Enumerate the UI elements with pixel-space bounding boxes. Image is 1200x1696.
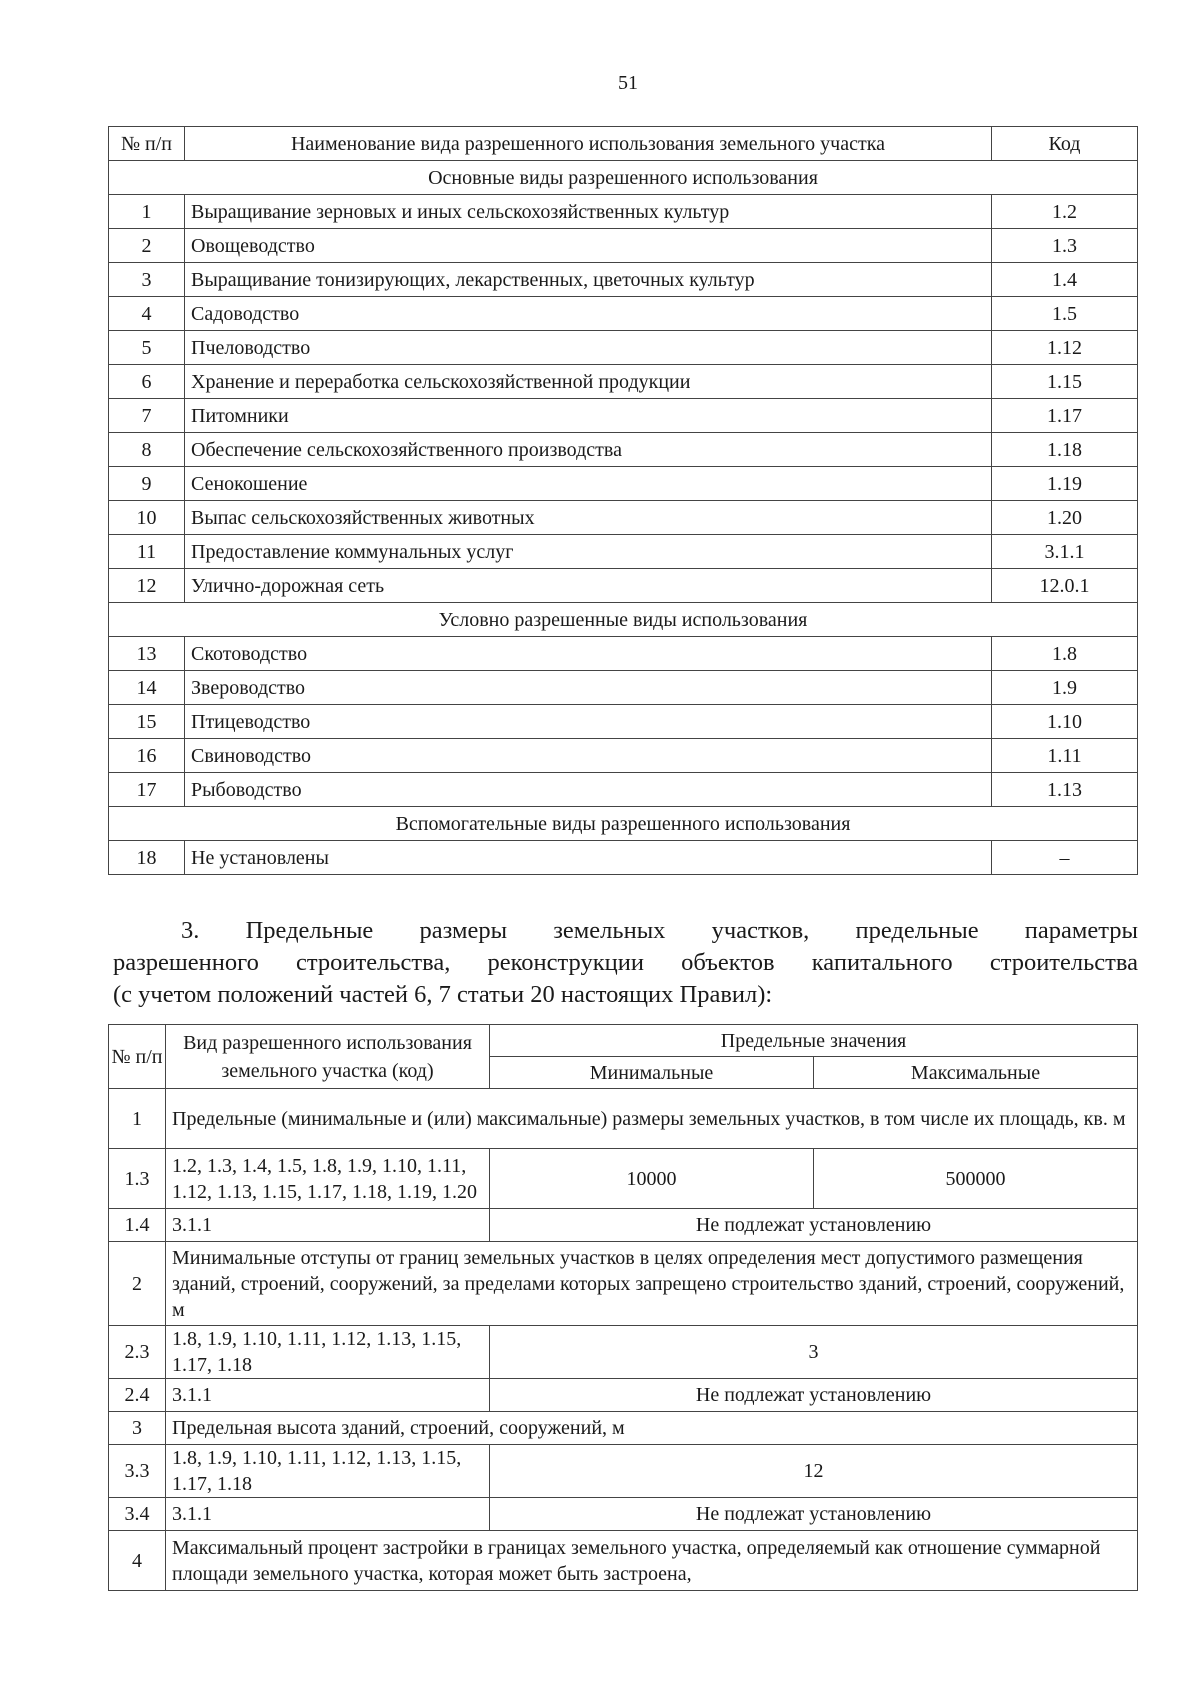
table-row	[109, 671, 1138, 705]
row-name: Предоставление коммунальных услуг	[185, 535, 992, 569]
table-row	[109, 365, 1138, 399]
row-num: 4	[109, 297, 185, 331]
row-num: 5	[109, 331, 185, 365]
table-row	[109, 841, 1138, 875]
row-name: Скотоводство	[185, 637, 992, 671]
row-name: Выпас сельскохозяйственных животных	[185, 501, 992, 535]
row-value: 12	[490, 1445, 1138, 1498]
row-num: 2	[109, 1242, 166, 1326]
row-num: 8	[109, 433, 185, 467]
table-row	[109, 705, 1138, 739]
permitted-use-table	[108, 126, 1138, 875]
row-name: Звероводство	[185, 671, 992, 705]
table-row	[109, 501, 1138, 535]
section-row	[109, 807, 1138, 841]
page-number: 51	[618, 72, 638, 94]
table-row	[109, 1149, 1138, 1209]
header-max: Максимальные	[814, 1057, 1138, 1089]
row-code: 1.15	[992, 365, 1138, 399]
row-num: 2.3	[109, 1326, 166, 1379]
row-name: Хранение и переработка сельскохозяйственной продукции	[185, 365, 992, 399]
row-codes: 1.2, 1.3, 1.4, 1.5, 1.8, 1.9, 1.10, 1.11, 1.12, 1.13, 1.15, 1.17, 1.18, 1.19, 1.20	[166, 1149, 490, 1209]
row-num: 13	[109, 637, 185, 671]
row-name: Овощеводство	[185, 229, 992, 263]
row-value: Не подлежат установлению	[490, 1209, 1138, 1242]
header-name: Вид разрешенного использования земельного участка (код)	[166, 1025, 490, 1089]
row-num: 15	[109, 705, 185, 739]
header-name: Наименование вида разрешенного использования земельного участка	[185, 127, 992, 161]
section-3-paragraph	[113, 915, 1138, 1011]
table-row	[109, 467, 1138, 501]
row-codes: 1.8, 1.9, 1.10, 1.11, 1.12, 1.13, 1.15, 1.17, 1.18	[166, 1445, 490, 1498]
row-num: 1	[109, 1089, 166, 1149]
row-name: Выращивание зерновых и иных сельскохозяйственных культур	[185, 195, 992, 229]
limits-table	[108, 1024, 1138, 1591]
table-row	[109, 1379, 1138, 1412]
row-value: Не подлежат установлению	[490, 1498, 1138, 1531]
row-code: 1.13	[992, 773, 1138, 807]
row-num: 9	[109, 467, 185, 501]
row-code: 1.20	[992, 501, 1138, 535]
table-row	[109, 1209, 1138, 1242]
table-row	[109, 739, 1138, 773]
section-title: Условно разрешенные виды использования	[109, 603, 1138, 637]
row-code: 1.2	[992, 195, 1138, 229]
row-num: 17	[109, 773, 185, 807]
paragraph-line: разрешенного строительства, реконструкции объектов капитального строительства	[113, 949, 1138, 976]
row-num: 3.4	[109, 1498, 166, 1531]
paragraph-line: (с учетом положений частей 6, 7 статьи 20 настоящих Правил):	[113, 981, 773, 1008]
row-code: 1.11	[992, 739, 1138, 773]
row-name: Сенокошение	[185, 467, 992, 501]
row-code: 1.4	[992, 263, 1138, 297]
row-code: 1.5	[992, 297, 1138, 331]
row-code: 1.10	[992, 705, 1138, 739]
row-num: 14	[109, 671, 185, 705]
table-header-row	[109, 1025, 1138, 1057]
row-name: Улично-дорожная сеть	[185, 569, 992, 603]
row-code: 1.17	[992, 399, 1138, 433]
row-num: 1	[109, 195, 185, 229]
row-code: 3.1.1	[992, 535, 1138, 569]
row-code: 1.18	[992, 433, 1138, 467]
header-num: № п/п	[109, 127, 185, 161]
row-codes: 1.8, 1.9, 1.10, 1.11, 1.12, 1.13, 1.15, 1.17, 1.18	[166, 1326, 490, 1379]
group-title: Максимальный процент застройки в границах земельного участка, определяемый как отношение суммарной площади земельного участка, которая может быть застроена,	[166, 1531, 1138, 1591]
row-code: 12.0.1	[992, 569, 1138, 603]
row-name: Не установлены	[185, 841, 992, 875]
row-num: 12	[109, 569, 185, 603]
paragraph-line: 3. Предельные размеры земельных участков, предельные параметры	[181, 917, 1138, 944]
group-title: Предельные (минимальные и (или) максимальные) размеры земельных участков, в том числе их площадь, кв. м	[166, 1089, 1138, 1149]
row-name: Обеспечение сельскохозяйственного производства	[185, 433, 992, 467]
row-num: 16	[109, 739, 185, 773]
table-row	[109, 297, 1138, 331]
table-row	[109, 1089, 1138, 1149]
table-row	[109, 773, 1138, 807]
row-num: 4	[109, 1531, 166, 1591]
row-codes: 3.1.1	[166, 1379, 490, 1412]
row-num: 2.4	[109, 1379, 166, 1412]
row-num: 3	[109, 1412, 166, 1445]
table-row	[109, 195, 1138, 229]
row-name: Птицеводство	[185, 705, 992, 739]
row-num: 1.3	[109, 1149, 166, 1209]
row-num: 11	[109, 535, 185, 569]
table-row	[109, 1531, 1138, 1591]
row-code: 1.19	[992, 467, 1138, 501]
table-row	[109, 229, 1138, 263]
row-name: Питомники	[185, 399, 992, 433]
row-name: Свиноводство	[185, 739, 992, 773]
row-num: 10	[109, 501, 185, 535]
section-row	[109, 603, 1138, 637]
table-row	[109, 535, 1138, 569]
row-num: 18	[109, 841, 185, 875]
table-row	[109, 1412, 1138, 1445]
table-row	[109, 569, 1138, 603]
row-name: Пчеловодство	[185, 331, 992, 365]
header-num: № п/п	[109, 1025, 166, 1089]
table-row	[109, 263, 1138, 297]
table-row	[109, 399, 1138, 433]
group-title: Предельная высота зданий, строений, сооружений, м	[166, 1412, 1138, 1445]
row-name: Садоводство	[185, 297, 992, 331]
table-row	[109, 1445, 1138, 1498]
row-codes: 3.1.1	[166, 1498, 490, 1531]
header-limits: Предельные значения	[490, 1025, 1138, 1057]
row-code: –	[992, 841, 1138, 875]
table-row	[109, 1326, 1138, 1379]
table-row	[109, 331, 1138, 365]
row-value: 3	[490, 1326, 1138, 1379]
row-min: 10000	[490, 1149, 814, 1209]
row-max: 500000	[814, 1149, 1138, 1209]
row-num: 1.4	[109, 1209, 166, 1242]
header-min: Минимальные	[490, 1057, 814, 1089]
row-codes: 3.1.1	[166, 1209, 490, 1242]
row-code: 1.3	[992, 229, 1138, 263]
row-num: 7	[109, 399, 185, 433]
row-name: Выращивание тонизирующих, лекарственных, цветочных культур	[185, 263, 992, 297]
section-title: Основные виды разрешенного использования	[109, 161, 1138, 195]
row-code: 1.12	[992, 331, 1138, 365]
table-row	[109, 637, 1138, 671]
row-code: 1.8	[992, 637, 1138, 671]
row-value: Не подлежат установлению	[490, 1379, 1138, 1412]
row-code: 1.9	[992, 671, 1138, 705]
table-row	[109, 433, 1138, 467]
table-row	[109, 1498, 1138, 1531]
row-num: 3.3	[109, 1445, 166, 1498]
section-title: Вспомогательные виды разрешенного использования	[109, 807, 1138, 841]
section-row	[109, 161, 1138, 195]
row-num: 6	[109, 365, 185, 399]
row-num: 2	[109, 229, 185, 263]
group-title: Минимальные отступы от границ земельных участков в целях определения мест допустимого размещения зданий, строений, сооружений, за пределами которых запрещено строительство зданий, строений, сооружений, м	[166, 1242, 1138, 1326]
row-num: 3	[109, 263, 185, 297]
table-header-row	[109, 127, 1138, 161]
row-name: Рыбоводство	[185, 773, 992, 807]
table-row	[109, 1242, 1138, 1326]
header-code: Код	[992, 127, 1138, 161]
